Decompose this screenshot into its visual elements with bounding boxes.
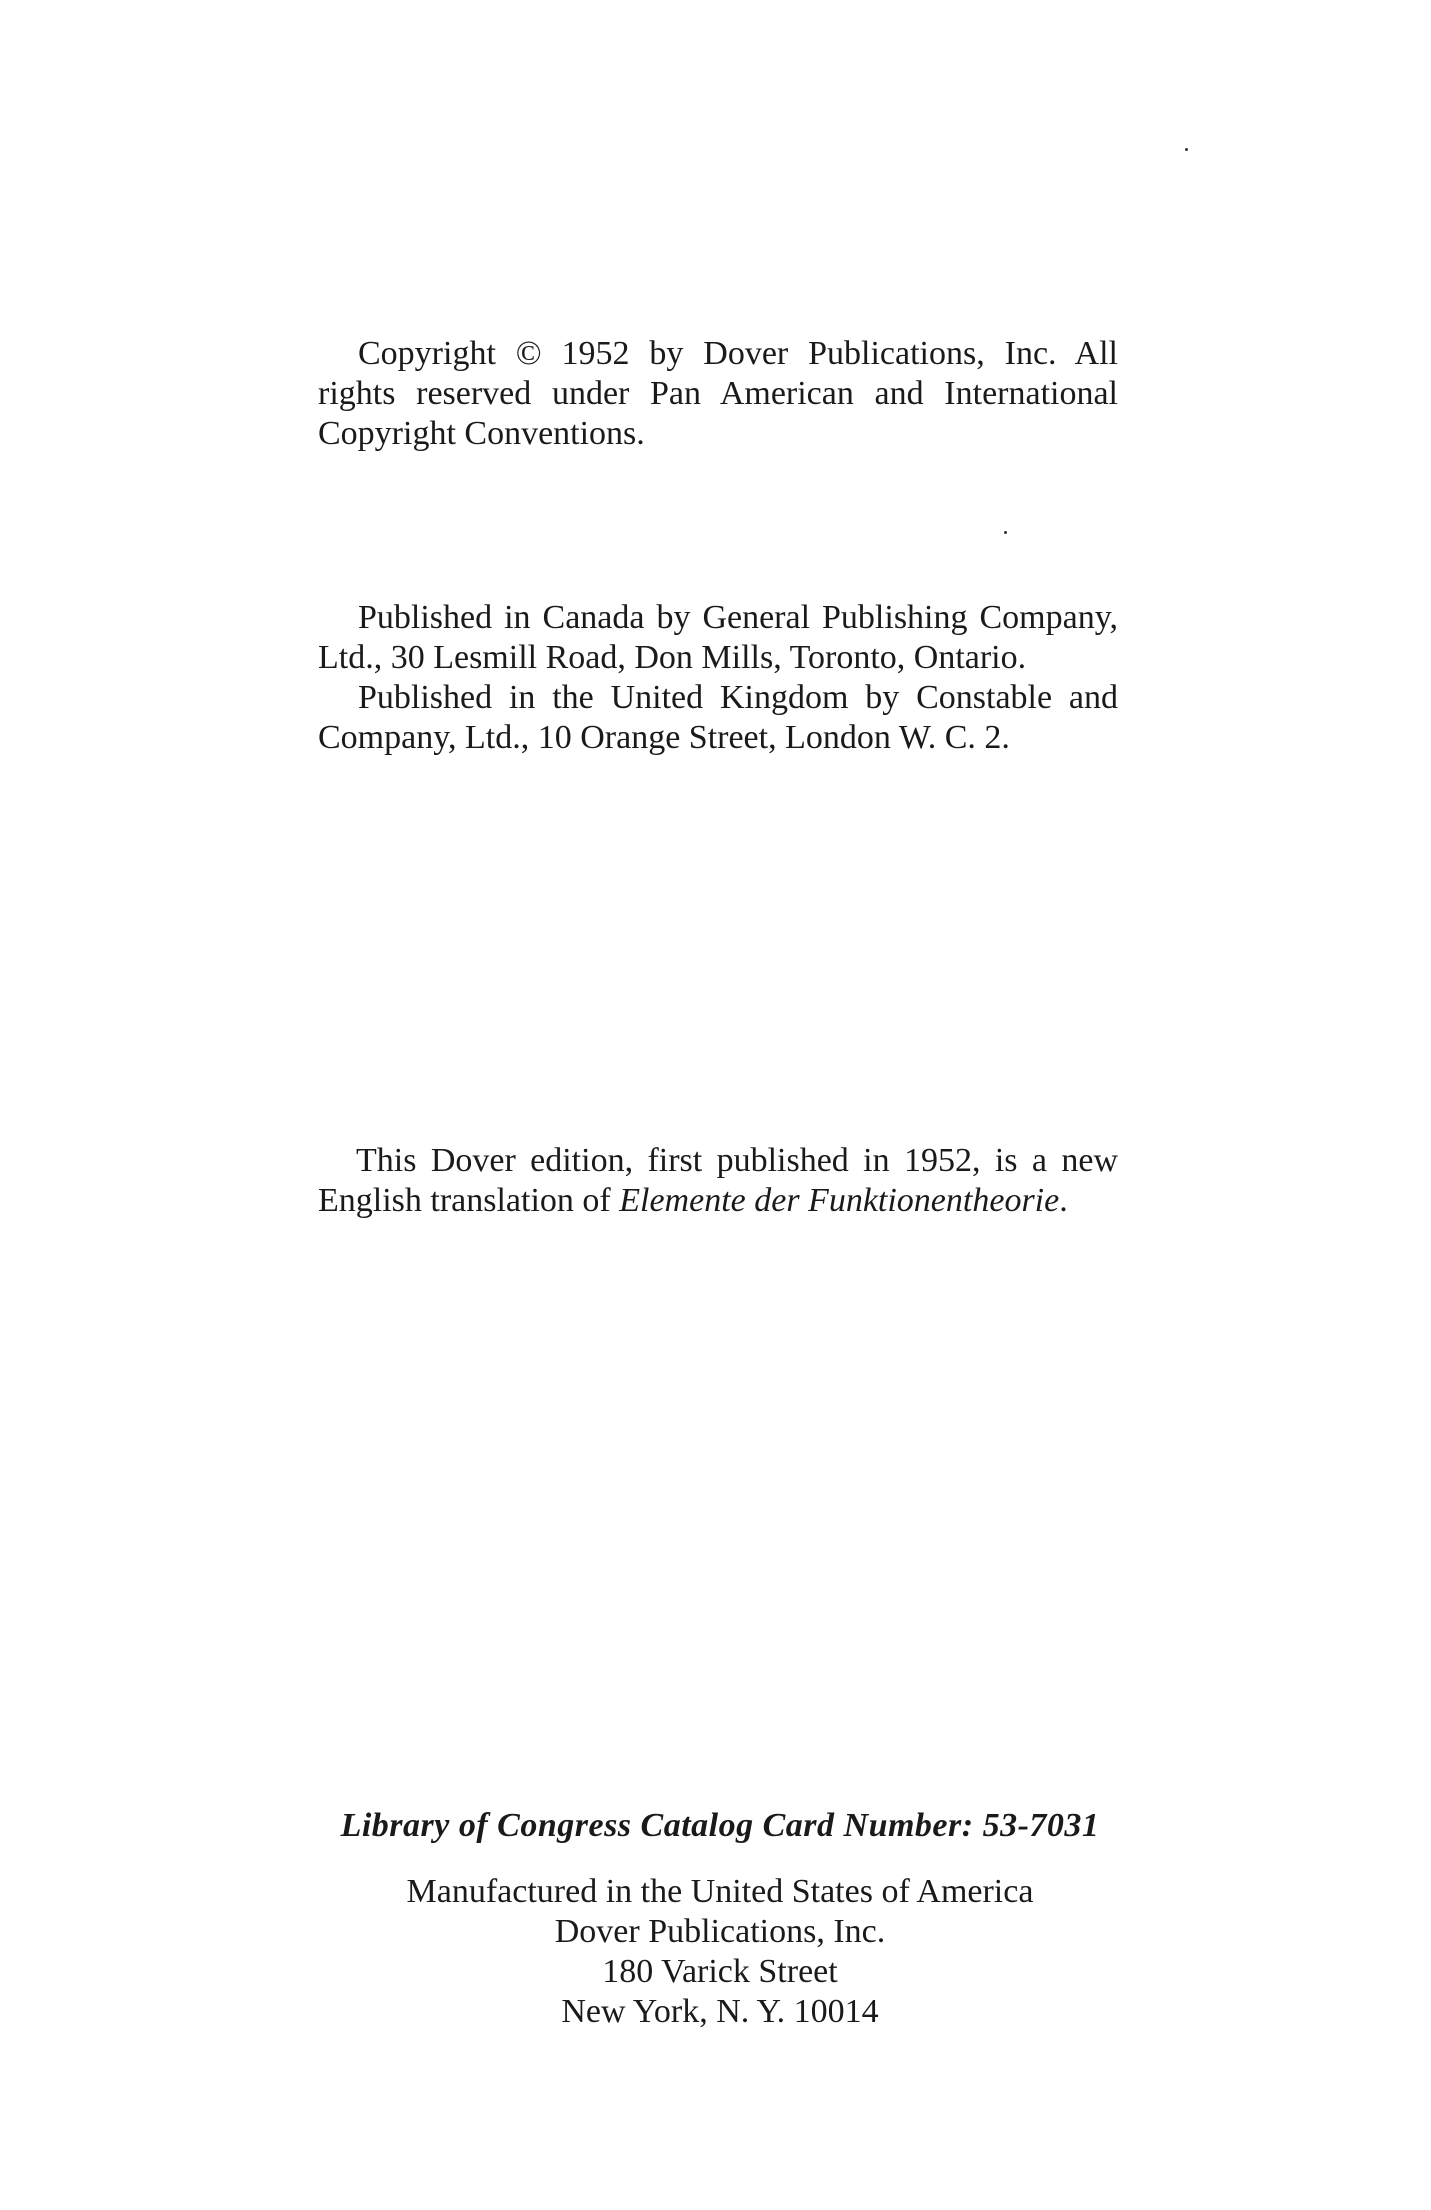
publisher-name: Dover Publications, Inc.	[554, 1913, 886, 1950]
catalog-card-number: Library of Congress Catalog Card Number: 53-7031	[340, 1807, 1100, 1844]
colophon	[300, 1872, 1140, 2032]
publishing-info	[318, 598, 1118, 758]
publisher-street: 180 Varick Street	[602, 1953, 838, 1990]
copyright-notice	[318, 334, 1118, 454]
page-speck	[1185, 148, 1188, 151]
edition-period: .	[1059, 1182, 1068, 1219]
edition-note	[318, 1141, 1118, 1221]
edition-text: This Dover edition, first published in 1952, is a new English translation of	[318, 1142, 1118, 1219]
canada-publisher: Published in Canada by General Publishing Company, Ltd., 30 Lesmill Road, Don Mills, Toronto, Ontario.	[318, 599, 1118, 676]
manufactured-line: Manufactured in the United States of America	[406, 1873, 1034, 1910]
original-title: Elemente der Funktionentheorie	[619, 1182, 1060, 1219]
copyright-text: Copyright © 1952 by Dover Publications, Inc. All rights reserved under Pan American and International Copyright Conventions.	[318, 335, 1118, 452]
page-speck	[1004, 531, 1007, 534]
edition-paragraph	[318, 1141, 1118, 1221]
publisher-city: New York, N. Y. 10014	[561, 1993, 879, 2030]
uk-publisher: Published in the United Kingdom by Constable and Company, Ltd., 10 Orange Street, London W. C. 2.	[318, 679, 1118, 756]
